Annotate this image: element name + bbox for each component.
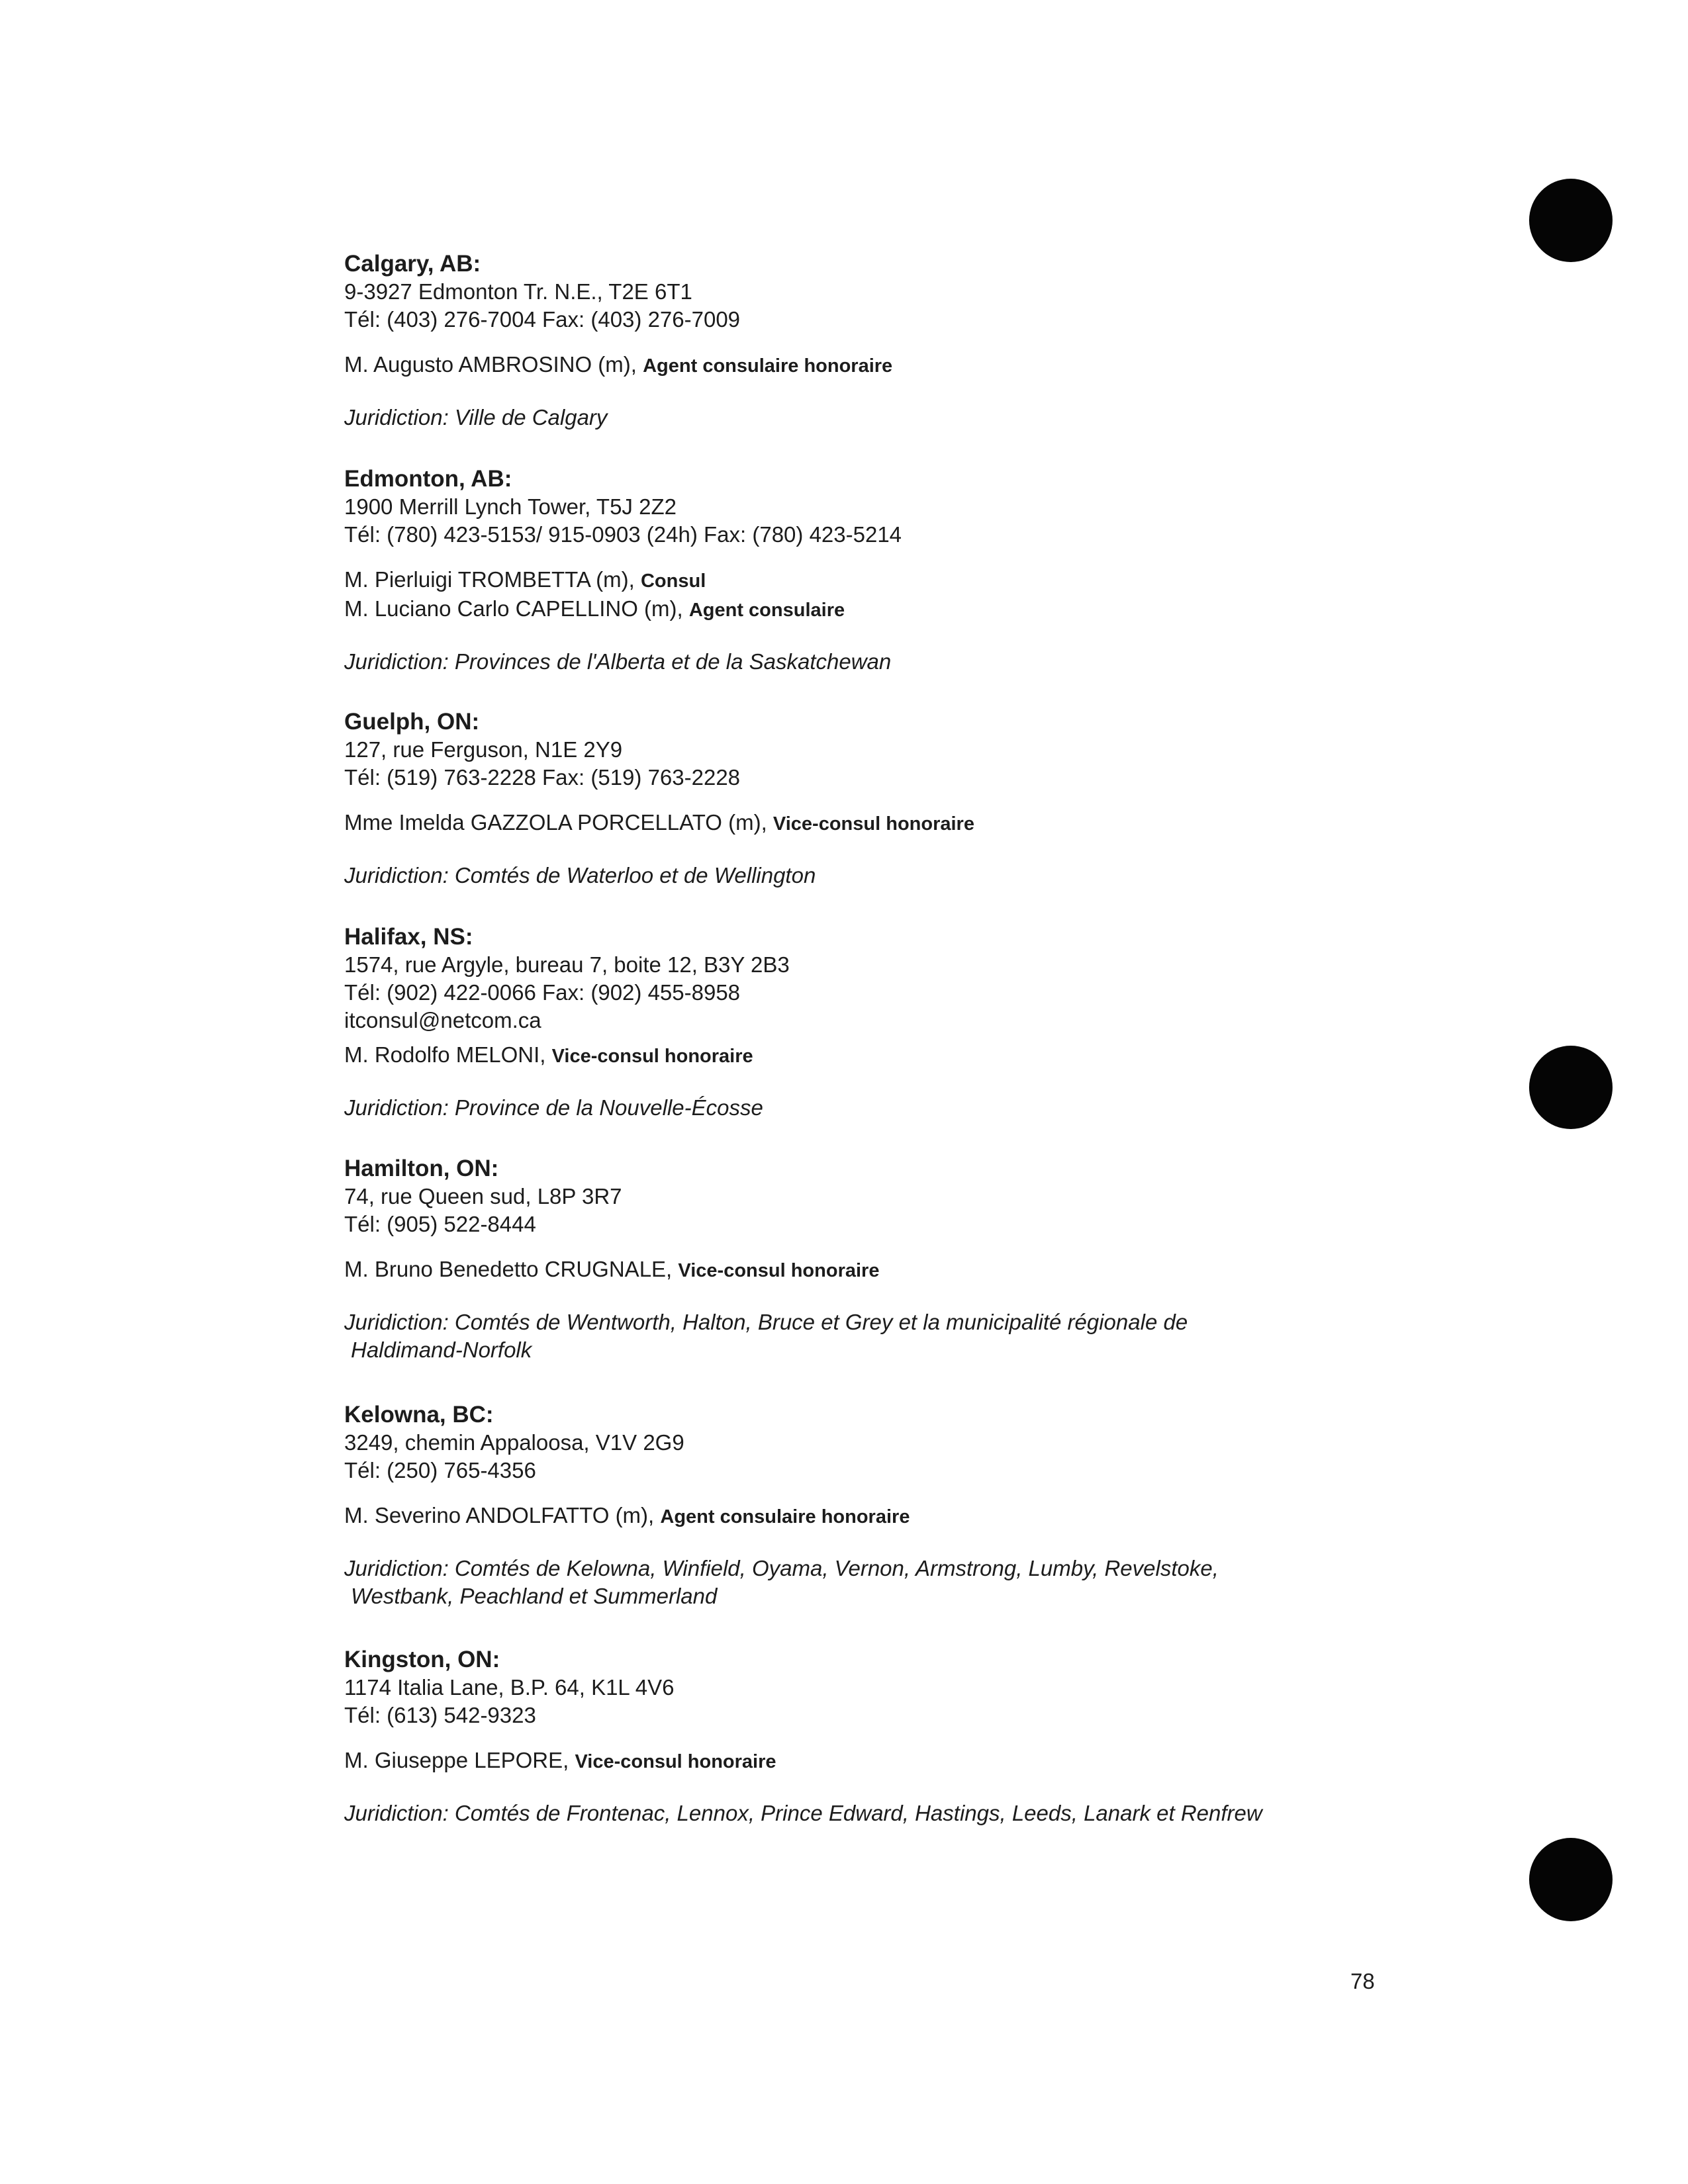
person-name: M. Luciano Carlo CAPELLINO (m), xyxy=(344,596,689,621)
jurisdiction-label: Juridiction: xyxy=(344,1556,449,1580)
jurisdiction-label: Juridiction: xyxy=(344,1095,449,1120)
city-heading: Kelowna, BC: xyxy=(344,1402,494,1428)
jurisdiction xyxy=(344,1555,1377,1610)
person-role: Vice-consul honoraire xyxy=(678,1260,880,1281)
person-role: Consul xyxy=(640,570,706,592)
jurisdiction-text-cont: Westbank, Peachland et Summerland xyxy=(351,1584,718,1608)
person-line xyxy=(344,1747,1377,1776)
person-name: M. Augusto AMBROSINO (m), xyxy=(344,352,643,377)
consulate-entry-calgary xyxy=(344,250,1377,432)
jurisdiction-text: Provinces de l'Alberta et de la Saskatchewan xyxy=(454,649,892,674)
person-role: Vice-consul honoraire xyxy=(551,1046,753,1067)
phone-line: Tél: (250) 765-4356 xyxy=(344,1458,536,1482)
phone-line: Tél: (519) 763-2228 Fax: (519) 763-2228 xyxy=(344,765,741,790)
jurisdiction-text: Comtés de Kelowna, Winfield, Oyama, Vernon, Armstrong, Lumby, Revelstoke, xyxy=(454,1556,1219,1580)
address-line: 1900 Merrill Lynch Tower, T5J 2Z2 xyxy=(344,494,677,519)
jurisdiction-text: Comtés de Frontenac, Lennox, Prince Edward, Hastings, Leeds, Lanark et Renfrew xyxy=(454,1801,1262,1825)
person-line xyxy=(344,351,1377,380)
email-line: itconsul@netcom.ca xyxy=(344,1008,541,1032)
consulate-entry-edmonton xyxy=(344,465,1377,676)
jurisdiction xyxy=(344,1799,1377,1827)
phone-line: Tél: (902) 422-0066 Fax: (902) 455-8958 xyxy=(344,980,741,1005)
city-heading: Edmonton, AB: xyxy=(344,466,512,492)
city-heading: Hamilton, ON: xyxy=(344,1156,499,1181)
person-name: M. Bruno Benedetto CRUGNALE, xyxy=(344,1257,679,1281)
address-line: 1174 Italia Lane, B.P. 64, K1L 4V6 xyxy=(344,1675,675,1700)
jurisdiction-text: Province de la Nouvelle-Écosse xyxy=(454,1095,763,1120)
phone-line: Tél: (613) 542-9323 xyxy=(344,1703,536,1727)
person-name: M. Severino ANDOLFATTO (m), xyxy=(344,1503,661,1527)
punch-hole-bottom xyxy=(1529,1838,1613,1921)
jurisdiction-label: Juridiction: xyxy=(344,1801,449,1825)
phone-line: Tél: (780) 423-5153/ 915-0903 (24h) Fax: (780) 423-5214 xyxy=(344,522,902,547)
jurisdiction-text-cont: Haldimand-Norfolk xyxy=(351,1338,532,1362)
person-line xyxy=(344,1255,1377,1285)
jurisdiction xyxy=(344,648,1377,676)
jurisdiction-label: Juridiction: xyxy=(344,649,449,674)
person-line xyxy=(344,809,1377,838)
consulate-entry-kingston xyxy=(344,1646,1377,1827)
phone-line: Tél: (403) 276-7004 Fax: (403) 276-7009 xyxy=(344,307,741,332)
person-line xyxy=(344,1502,1377,1531)
page-number: 78 xyxy=(1350,1969,1375,1993)
address-line: 127, rue Ferguson, N1E 2Y9 xyxy=(344,737,623,762)
person-role: Agent consulaire honoraire xyxy=(643,355,893,377)
person-role: Agent consulaire xyxy=(688,600,845,621)
jurisdiction xyxy=(344,1094,1377,1122)
jurisdiction-text: Ville de Calgary xyxy=(454,405,608,430)
consulate-entry-halifax xyxy=(344,923,1377,1122)
city-heading: Kingston, ON: xyxy=(344,1647,500,1672)
person-name: Mme Imelda GAZZOLA PORCELLATO (m), xyxy=(344,810,773,835)
punch-hole-top xyxy=(1529,179,1613,262)
address-line: 9-3927 Edmonton Tr. N.E., T2E 6T1 xyxy=(344,279,692,304)
person-role: Vice-consul honoraire xyxy=(773,813,974,835)
jurisdiction xyxy=(344,1308,1377,1364)
address-line: 1574, rue Argyle, bureau 7, boite 12, B3Y 2B3 xyxy=(344,952,790,977)
person-name: M. Giuseppe LEPORE, xyxy=(344,1748,575,1772)
jurisdiction xyxy=(344,862,1377,889)
person-role: Agent consulaire honoraire xyxy=(660,1506,910,1527)
jurisdiction-text: Comtés de Waterloo et de Wellington xyxy=(454,863,816,887)
city-heading: Calgary, AB: xyxy=(344,251,481,277)
consulate-entry-guelph xyxy=(344,708,1377,889)
address-line: 3249, chemin Appaloosa, V1V 2G9 xyxy=(344,1430,684,1455)
city-heading: Guelph, ON: xyxy=(344,709,480,735)
person-line xyxy=(344,566,1377,595)
person-name: M. Pierluigi TROMBETTA (m), xyxy=(344,567,641,592)
jurisdiction-text: Comtés de Wentworth, Halton, Bruce et Grey et la municipalité régionale de xyxy=(454,1310,1188,1334)
jurisdiction-label: Juridiction: xyxy=(344,405,449,430)
punch-hole-middle xyxy=(1529,1046,1613,1129)
person-line xyxy=(344,1041,1377,1070)
phone-line: Tél: (905) 522-8444 xyxy=(344,1212,536,1236)
jurisdiction-label: Juridiction: xyxy=(344,863,449,887)
person-name: M. Rodolfo MELONI, xyxy=(344,1042,552,1067)
city-heading: Halifax, NS: xyxy=(344,924,473,950)
consulate-entry-hamilton xyxy=(344,1155,1377,1364)
jurisdiction-label: Juridiction: xyxy=(344,1310,449,1334)
address-line: 74, rue Queen sud, L8P 3R7 xyxy=(344,1184,622,1208)
jurisdiction xyxy=(344,404,1377,432)
person-line xyxy=(344,595,1377,624)
person-role: Vice-consul honoraire xyxy=(575,1751,776,1772)
consulate-entry-kelowna xyxy=(344,1401,1377,1610)
